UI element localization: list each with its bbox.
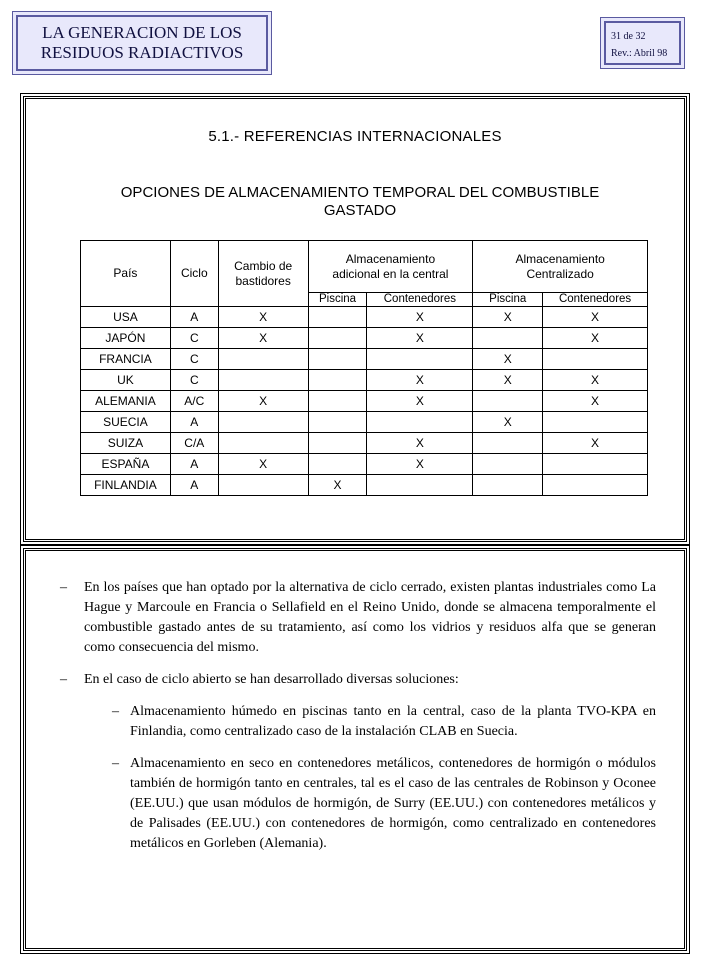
cell: X xyxy=(367,454,473,475)
header-cambio-bastidores: Cambio de bastidores xyxy=(218,241,308,307)
table-row xyxy=(81,391,648,412)
title-line-2: RESIDUOS RADIACTIVOS xyxy=(40,43,244,62)
cell xyxy=(308,349,367,370)
country-cell: ESPAÑA xyxy=(81,454,171,475)
dash-bullet: – xyxy=(60,672,67,687)
cell: X xyxy=(367,307,473,328)
list-item xyxy=(60,702,656,742)
bullet-text: Almacenamiento húmedo en piscinas tanto en la central, caso de la planta TVO-KPA en Finlandia, como centralizado caso de la instalación CLAB en Suecia. xyxy=(130,704,656,739)
cell xyxy=(473,475,543,496)
list-item xyxy=(60,754,656,854)
cell xyxy=(218,412,308,433)
table-row xyxy=(81,328,648,349)
cell: X xyxy=(367,433,473,454)
cell xyxy=(473,391,543,412)
cell: A xyxy=(170,307,218,328)
cell xyxy=(543,412,648,433)
cell: X xyxy=(218,328,308,349)
storage-options-table xyxy=(80,240,648,496)
cell xyxy=(543,454,648,475)
cell: X xyxy=(308,475,367,496)
header-pais: País xyxy=(81,241,171,307)
header-ciclo: Ciclo xyxy=(170,241,218,307)
page-info-box xyxy=(600,17,685,69)
cell xyxy=(367,475,473,496)
cell xyxy=(308,433,367,454)
country-cell: FRANCIA xyxy=(81,349,171,370)
dash-bullet: – xyxy=(60,580,67,595)
cell: X xyxy=(473,412,543,433)
cell: C xyxy=(170,349,218,370)
cell xyxy=(218,370,308,391)
cell: X xyxy=(473,307,543,328)
cell xyxy=(218,475,308,496)
header-contenedores-centralizado: Contenedores xyxy=(543,293,648,307)
cell: X xyxy=(543,391,648,412)
page-number: 31 de 32 xyxy=(611,31,646,42)
table-row xyxy=(81,349,648,370)
section-heading: 5.1.- REFERENCIAS INTERNACIONALES xyxy=(208,128,502,145)
cell: A xyxy=(170,412,218,433)
cell: X xyxy=(218,391,308,412)
cell xyxy=(218,349,308,370)
cell: X xyxy=(543,328,648,349)
table-row xyxy=(81,307,648,328)
table-title xyxy=(80,184,640,220)
table-row xyxy=(81,433,648,454)
cell xyxy=(308,412,367,433)
cell: X xyxy=(367,328,473,349)
cell: X xyxy=(473,349,543,370)
country-cell: SUECIA xyxy=(81,412,171,433)
cell xyxy=(218,433,308,454)
cell: X xyxy=(218,454,308,475)
header-piscina-central: Piscina xyxy=(308,293,367,307)
cell: A xyxy=(170,454,218,475)
cell xyxy=(308,328,367,349)
list-item xyxy=(60,670,656,690)
cell xyxy=(308,307,367,328)
country-cell: ALEMANIA xyxy=(81,391,171,412)
dash-bullet: – xyxy=(112,704,119,719)
cell xyxy=(367,412,473,433)
dash-bullet: – xyxy=(112,756,119,771)
cell xyxy=(367,349,473,370)
document-title xyxy=(41,23,244,63)
cell xyxy=(543,475,648,496)
table-row xyxy=(81,412,648,433)
cell: X xyxy=(367,370,473,391)
country-cell: SUIZA xyxy=(81,433,171,454)
cell xyxy=(473,433,543,454)
bullet-text: Almacenamiento en seco en contenedores metálicos, contenedores de hormigón o módulos también de hormigón tanto en centrales, tal es el caso de las centrales de Robinson y Oconee (EE.UU.) que usan módulos de hormigón, de Surry (EE.UU.) con contenedores metálicos y de Palisades (EE.UU.) con contenedores de hormigón, como centralizado en contenedores metálicos en Gorleben (Alemania). xyxy=(130,756,656,851)
revision-date: Rev.: Abril 98 xyxy=(611,48,668,59)
cell: X xyxy=(367,391,473,412)
country-cell: UK xyxy=(81,370,171,391)
cell xyxy=(473,328,543,349)
cell: X xyxy=(543,433,648,454)
cell: C xyxy=(170,328,218,349)
table-row xyxy=(81,370,648,391)
cell: C/A xyxy=(170,433,218,454)
header-contenedores-central: Contenedores xyxy=(367,293,473,307)
table-title-line-1: OPCIONES DE ALMACENAMIENTO TEMPORAL DEL COMBUSTIBLE xyxy=(120,184,600,201)
table-title-line-2: GASTADO xyxy=(323,202,397,219)
header-almacenamiento-central: Almacenamiento adicional en la central xyxy=(308,241,473,293)
bullet-text: En los países que han optado por la alternativa de ciclo cerrado, existen plantas industriales como La Hague y Marcoule en Francia o Sellafield en el Reino Unido, donde se almacena temporalmente el combustible gastado antes de su tratamiento, así como los vidrios y residuos alfa que se generan como consecuencia del mismo. xyxy=(84,580,656,655)
country-cell: USA xyxy=(81,307,171,328)
cell: X xyxy=(473,370,543,391)
table-row xyxy=(81,475,648,496)
cell xyxy=(473,454,543,475)
cell: A/C xyxy=(170,391,218,412)
document-title-box xyxy=(12,11,272,75)
title-line-1: LA GENERACION DE LOS xyxy=(42,23,242,42)
cell xyxy=(308,370,367,391)
header-almacenamiento-centralizado: Almacenamiento Centralizado xyxy=(473,241,648,293)
country-cell: FINLANDIA xyxy=(81,475,171,496)
cell: X xyxy=(543,370,648,391)
cell xyxy=(308,391,367,412)
country-cell: JAPÓN xyxy=(81,328,171,349)
list-item xyxy=(60,578,656,658)
cell: A xyxy=(170,475,218,496)
cell: X xyxy=(543,307,648,328)
cell: C xyxy=(170,370,218,391)
bullet-list xyxy=(60,578,656,866)
header-piscina-centralizado: Piscina xyxy=(473,293,543,307)
cell xyxy=(543,349,648,370)
table-row xyxy=(81,454,648,475)
cell: X xyxy=(218,307,308,328)
bullet-text: En el caso de ciclo abierto se han desarrollado diversas soluciones: xyxy=(84,672,459,687)
cell xyxy=(308,454,367,475)
